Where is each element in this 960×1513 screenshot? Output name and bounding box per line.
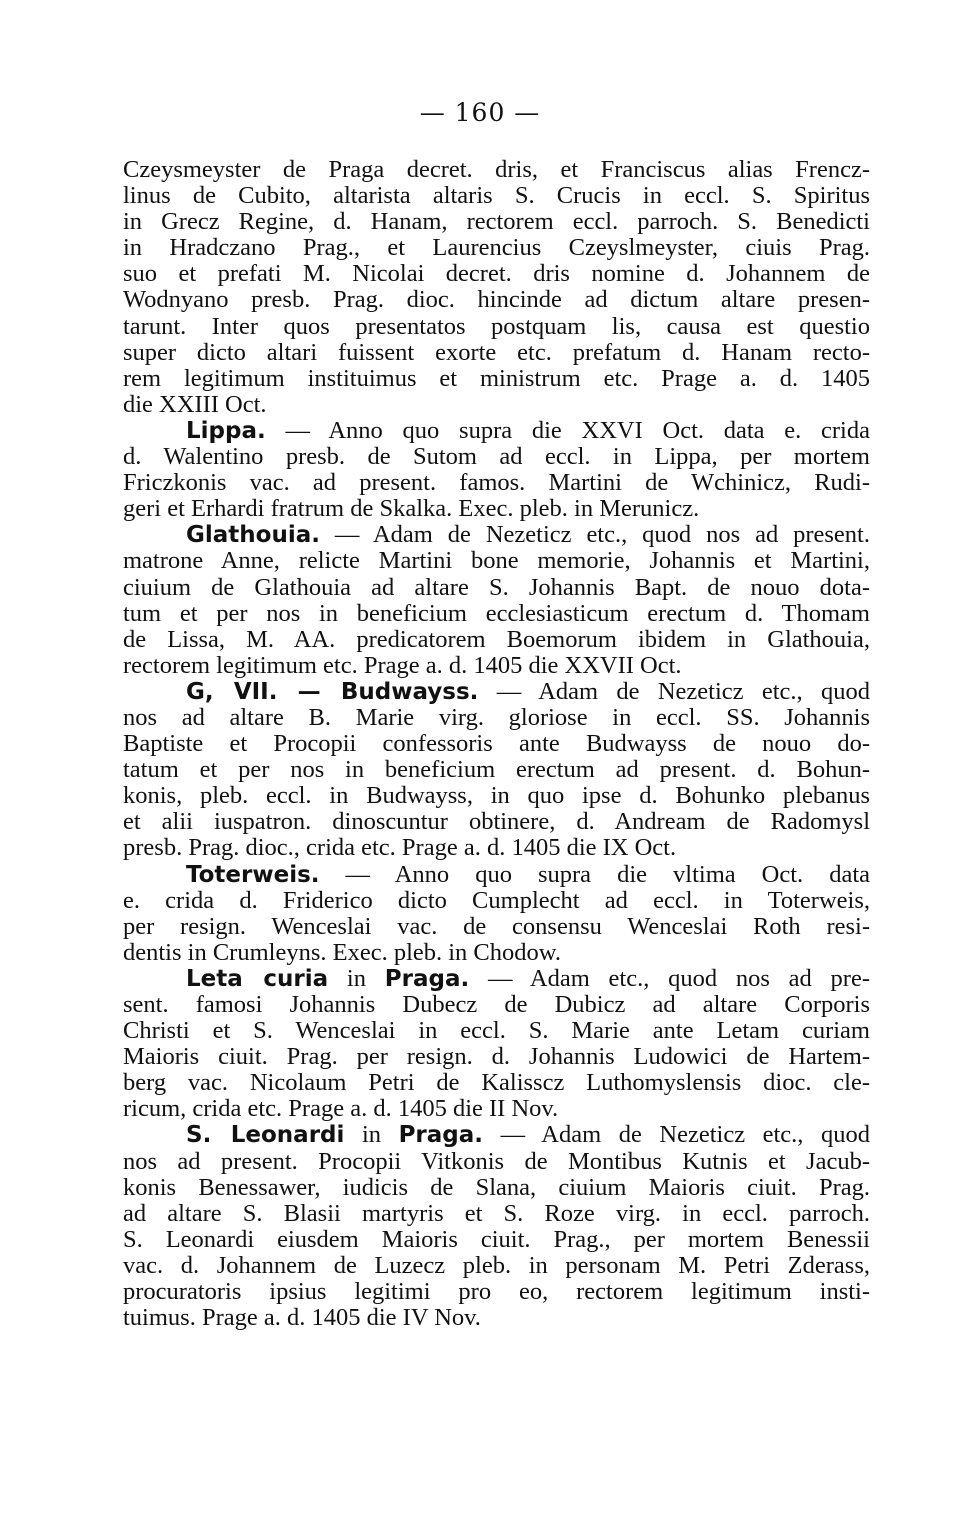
text-line <box>123 470 870 496</box>
text-line <box>123 809 870 835</box>
place-heading: Toterweis. <box>186 861 320 888</box>
text-line <box>123 1253 870 1279</box>
text-line <box>123 653 870 679</box>
line-text: — Adam de Nezeticz etc., quod nos ad present. <box>319 521 870 549</box>
text-line <box>123 888 870 914</box>
place-heading: Praga. <box>384 965 470 992</box>
text-line <box>123 783 870 809</box>
entry-heading-line <box>123 1122 870 1148</box>
text-line <box>123 1175 870 1201</box>
line-text: nos ad altare B. Marie virg. gloriose in eccl. SS. Johannis <box>123 703 870 731</box>
text-line <box>123 1279 870 1305</box>
page-number: — 160 — <box>419 98 541 127</box>
text-line <box>123 705 870 731</box>
line-text: ad altare S. Blasii martyris et S. Roze virg. in eccl. parroch. <box>123 1199 870 1227</box>
line-text: konis, pleb. eccl. in Budwayss, in quo ipse d. Bohunko plebanus <box>123 782 870 810</box>
line-text: e. crida d. Friderico dicto Cumplecht ad eccl. in Toterweis, <box>123 886 870 914</box>
text-line <box>123 1044 870 1070</box>
text-line <box>123 731 870 757</box>
line-text: suo et prefati M. Nicolai decret. dris nomine d. Johannem de <box>123 260 870 288</box>
line-text: Wodnyano presb. Prag. dioc. hincinde ad dictum altare presen- <box>123 286 870 314</box>
line-text: rem legitimum instituimus et ministrum etc. Prage a. d. 1405 <box>123 364 870 392</box>
line-text: — Adam etc., quod nos ad pre- <box>469 964 870 992</box>
line-text: — Anno quo supra die XXVI Oct. data e. crida <box>265 416 870 444</box>
line-text: konis Benessawer, iudicis de Slana, ciuium Maioris ciuit. Prag. <box>123 1173 870 1201</box>
text-line <box>123 496 870 522</box>
line-text: linus de Cubito, altarista altaris S. Crucis in eccl. S. Spiritus <box>123 182 870 210</box>
text-line <box>123 1070 870 1096</box>
text-line <box>123 835 870 861</box>
text-line <box>123 1149 870 1175</box>
line-text: in Hradczano Prag., et Laurencius Czeyslmeyster, ciuis Prag. <box>123 234 870 262</box>
text-line <box>123 548 870 574</box>
line-text: tum et per nos in beneficium ecclesiasticum erectum d. Thomam <box>123 599 870 627</box>
line-text: S. Leonardi eiusdem Maioris ciuit. Prag., per mortem Benessii <box>123 1225 870 1253</box>
text-line <box>123 601 870 627</box>
text-line <box>123 1201 870 1227</box>
line-text: procuratoris ipsius legitimi pro eo, rectorem legitimum insti- <box>123 1278 870 1306</box>
line-text: ricum, crida etc. Prage a. d. 1405 die II Nov. <box>123 1095 559 1123</box>
text-line <box>123 627 870 653</box>
line-text: de Lissa, M. AA. predicatorem Boemorum ibidem in Glathouia, <box>123 625 870 653</box>
place-heading: Lippa. <box>186 417 266 444</box>
place-heading: Praga. <box>398 1122 484 1149</box>
text-line <box>123 940 870 966</box>
text-line <box>123 444 870 470</box>
line-text: ciuium de Glathouia ad altare S. Johannis Bapt. de nouo dota- <box>123 573 870 601</box>
line-text: presb. Prag. dioc., crida etc. Prage a. d. 1405 die IX Oct. <box>123 834 677 862</box>
line-text: et alii iuspatron. dinoscuntur obtinere, d. Andream de Radomysl <box>123 808 870 836</box>
text-line <box>123 314 870 340</box>
line-text: sent. famosi Johannis Dubecz de Dubicz ad altare Corporis <box>123 991 870 1018</box>
line-text: per resign. Wenceslai vac. de consensu Wenceslai Roth resi- <box>123 912 870 940</box>
text-line <box>123 1305 870 1331</box>
line-text: matrone Anne, relicte Martini bone memorie, Johannis et Martini, <box>123 547 870 575</box>
line-text: Baptiste et Procopii confessoris ante Budwayss de nouo do- <box>123 730 870 758</box>
line-text: — Adam de Nezeticz etc., quod <box>483 1121 870 1149</box>
line-text: Christi et S. Wenceslai in eccl. S. Marie ante Letam curiam <box>123 1017 870 1045</box>
entry-heading-line <box>123 522 870 548</box>
text-line <box>123 209 870 235</box>
line-text: rectorem legitimum etc. Prage a. d. 1405 die XXVII Oct. <box>123 651 682 679</box>
place-heading: G, VII. — Budwayss. <box>186 678 479 705</box>
body-text <box>123 157 870 1331</box>
line-text: tarunt. Inter quos presentatos postquam lis, causa est questio <box>123 312 870 340</box>
place-heading: Glathouia. <box>186 522 320 549</box>
text-line <box>123 1227 870 1253</box>
text-line <box>123 261 870 287</box>
text-line <box>123 914 870 940</box>
line-text: Maioris ciuit. Prag. per resign. d. Johannis Ludowici de Hartem- <box>123 1043 870 1071</box>
text-line <box>123 992 870 1018</box>
line-text: die XXIII Oct. <box>123 390 267 418</box>
text-line <box>123 1096 870 1122</box>
text-line <box>123 235 870 261</box>
heading-connector: in <box>344 1121 399 1149</box>
line-text: — Adam de Nezeticz etc., quod <box>478 677 870 705</box>
text-line <box>123 757 870 783</box>
entry-heading-line <box>123 862 870 888</box>
line-text: dentis in Crumleyns. Exec. pleb. in Chodow. <box>123 938 561 966</box>
text-line <box>123 392 870 418</box>
line-text: Czeysmeyster de Praga decret. dris, et Franciscus alias Frencz- <box>123 156 870 183</box>
line-text: d. Walentino presb. de Sutom ad eccl. in Lippa, per mortem <box>123 443 870 471</box>
line-text: in Grecz Regine, d. Hanam, rectorem eccl. parroch. S. Benedicti <box>123 208 870 236</box>
entry-heading-line <box>123 418 870 444</box>
line-text: Friczkonis vac. ad present. famos. Martini de Wchinicz, Rudi- <box>123 469 870 497</box>
line-text: tuimus. Prage a. d. 1405 die IV Nov. <box>123 1304 481 1332</box>
entry-heading-line <box>123 679 870 705</box>
line-text: berg vac. Nicolaum Petri de Kalisscz Luthomyslensis dioc. cle- <box>123 1069 870 1097</box>
text-line <box>123 575 870 601</box>
line-text: vac. d. Johannem de Luzecz pleb. in personam M. Petri Zderass, <box>123 1251 870 1279</box>
place-heading: S. Leonardi <box>186 1122 345 1149</box>
line-text: nos ad present. Procopii Vitkonis de Montibus Kutnis et Jacub- <box>123 1147 870 1175</box>
line-text: — Anno quo supra die vltima Oct. data <box>319 860 870 888</box>
entry-heading-line <box>123 966 870 992</box>
text-line <box>123 157 870 183</box>
text-line <box>123 340 870 366</box>
line-text: geri et Erhardi fratrum de Skalka. Exec. pleb. in Merunicz. <box>123 495 700 523</box>
text-line <box>123 1018 870 1044</box>
text-line <box>123 366 870 392</box>
text-line <box>123 287 870 313</box>
text-line <box>123 183 870 209</box>
line-text: tatum et per nos in beneficium erectum ad present. d. Bohun- <box>123 756 870 784</box>
line-text: super dicto altari fuissent exorte etc. prefatum d. Hanam recto- <box>123 338 870 366</box>
place-heading: Leta curia <box>186 965 329 992</box>
heading-connector: in <box>328 964 385 992</box>
